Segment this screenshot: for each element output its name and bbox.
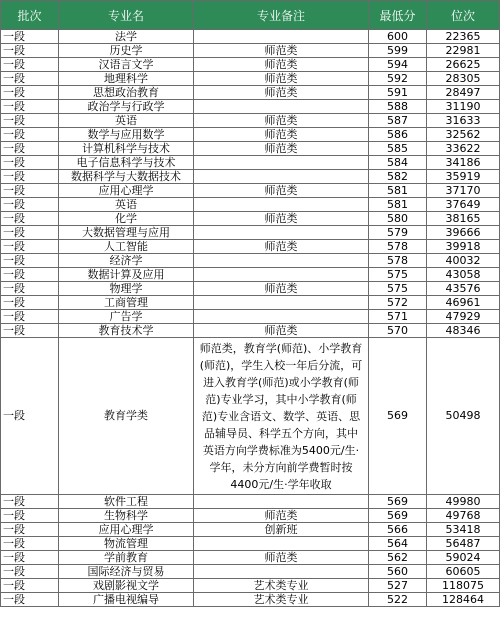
major-cell: 应用心理学 — [59, 523, 194, 537]
table-row — [1, 282, 500, 296]
rank-cell: 128464 — [427, 593, 500, 607]
table-row — [1, 72, 500, 86]
rank-cell: 39666 — [427, 226, 500, 240]
rank-cell: 53418 — [427, 523, 500, 537]
min-score-cell: 569 — [369, 495, 427, 509]
table-row — [1, 170, 500, 184]
min-score-cell: 599 — [369, 44, 427, 58]
table-row — [1, 551, 500, 565]
header-row — [1, 1, 500, 30]
rank-cell: 35919 — [427, 170, 500, 184]
batch-cell: 一段 — [1, 58, 59, 72]
min-score-cell: 566 — [369, 523, 427, 537]
major-cell: 国际经济与贸易 — [59, 565, 194, 579]
header-note: 专业备注 — [194, 1, 369, 30]
min-score-cell: 527 — [369, 579, 427, 593]
min-score-cell: 569 — [369, 338, 427, 495]
rank-cell: 48346 — [427, 324, 500, 338]
rank-cell: 22365 — [427, 30, 500, 44]
table-row — [1, 128, 500, 142]
min-score-cell: 569 — [369, 509, 427, 523]
batch-cell: 一段 — [1, 212, 59, 226]
rank-cell: 118075 — [427, 579, 500, 593]
table-row — [1, 296, 500, 310]
rank-cell: 37170 — [427, 184, 500, 198]
batch-cell: 一段 — [1, 156, 59, 170]
rank-cell: 50498 — [427, 338, 500, 495]
rank-cell: 38165 — [427, 212, 500, 226]
note-cell: 师范类 — [194, 551, 369, 565]
batch-cell: 一段 — [1, 240, 59, 254]
batch-cell: 一段 — [1, 565, 59, 579]
major-cell: 数据计算及应用 — [59, 268, 194, 282]
table-row — [1, 44, 500, 58]
min-score-cell: 581 — [369, 184, 427, 198]
min-score-cell: 562 — [369, 551, 427, 565]
note-cell — [194, 495, 369, 509]
batch-cell: 一段 — [1, 254, 59, 268]
note-cell — [194, 198, 369, 212]
table-row — [1, 565, 500, 579]
rank-cell: 22981 — [427, 44, 500, 58]
batch-cell: 一段 — [1, 128, 59, 142]
note-cell — [194, 226, 369, 240]
table-row — [1, 58, 500, 72]
note-cell: 师范类 — [194, 72, 369, 86]
batch-cell: 一段 — [1, 551, 59, 565]
min-score-cell: 572 — [369, 296, 427, 310]
batch-cell: 一段 — [1, 495, 59, 509]
batch-cell: 一段 — [1, 72, 59, 86]
major-cell: 学前教育 — [59, 551, 194, 565]
note-cell: 师范类 — [194, 324, 369, 338]
table-row — [1, 114, 500, 128]
note-cell: 艺术类专业 — [194, 579, 369, 593]
header-batch: 批次 — [1, 1, 59, 30]
rank-cell: 46961 — [427, 296, 500, 310]
min-score-cell: 586 — [369, 128, 427, 142]
major-cell: 教育学类 — [59, 338, 194, 495]
min-score-cell: 600 — [369, 30, 427, 44]
table-row — [1, 240, 500, 254]
batch-cell: 一段 — [1, 296, 59, 310]
note-cell: 师范类 — [194, 240, 369, 254]
table-row — [1, 324, 500, 338]
table-row — [1, 86, 500, 100]
min-score-cell: 571 — [369, 310, 427, 324]
table-row — [1, 579, 500, 593]
table-row — [1, 593, 500, 607]
table-row — [1, 310, 500, 324]
batch-cell: 一段 — [1, 86, 59, 100]
batch-cell: 一段 — [1, 310, 59, 324]
batch-cell: 一段 — [1, 30, 59, 44]
table-row — [1, 537, 500, 551]
header-major: 专业名 — [59, 1, 194, 30]
rank-cell: 47929 — [427, 310, 500, 324]
table-row — [1, 338, 500, 495]
batch-cell: 一段 — [1, 114, 59, 128]
min-score-cell: 580 — [369, 212, 427, 226]
min-score-cell: 592 — [369, 72, 427, 86]
major-cell: 广告学 — [59, 310, 194, 324]
note-cell: 师范类 — [194, 44, 369, 58]
batch-cell: 一段 — [1, 282, 59, 296]
note-cell: 艺术类专业 — [194, 593, 369, 607]
batch-cell: 一段 — [1, 268, 59, 282]
table-row — [1, 100, 500, 114]
table-row — [1, 226, 500, 240]
rank-cell: 28305 — [427, 72, 500, 86]
table-row — [1, 495, 500, 509]
major-cell: 数学与应用数学 — [59, 128, 194, 142]
note-cell: 师范类 — [194, 282, 369, 296]
major-cell: 物流管理 — [59, 537, 194, 551]
major-cell: 思想政治教育 — [59, 86, 194, 100]
note-cell — [194, 310, 369, 324]
table-row — [1, 30, 500, 44]
major-cell: 地理科学 — [59, 72, 194, 86]
batch-cell: 一段 — [1, 338, 59, 495]
rank-cell: 49980 — [427, 495, 500, 509]
min-score-cell: 591 — [369, 86, 427, 100]
note-cell: 师范类 — [194, 58, 369, 72]
rank-cell: 33622 — [427, 142, 500, 156]
major-cell: 生物科学 — [59, 509, 194, 523]
major-cell: 化学 — [59, 212, 194, 226]
major-cell: 广播电视编导 — [59, 593, 194, 607]
batch-cell: 一段 — [1, 324, 59, 338]
note-cell: 师范类 — [194, 114, 369, 128]
batch-cell: 一段 — [1, 100, 59, 114]
min-score-cell: 594 — [369, 58, 427, 72]
major-cell: 人工智能 — [59, 240, 194, 254]
rank-cell: 39918 — [427, 240, 500, 254]
batch-cell: 一段 — [1, 579, 59, 593]
batch-cell: 一段 — [1, 170, 59, 184]
major-cell: 汉语言文学 — [59, 58, 194, 72]
note-cell: 师范类 — [194, 212, 369, 226]
batch-cell: 一段 — [1, 198, 59, 212]
rank-cell: 43058 — [427, 268, 500, 282]
note-cell: 师范类 — [194, 128, 369, 142]
note-cell: 师范类 — [194, 509, 369, 523]
min-score-cell: 564 — [369, 537, 427, 551]
rank-cell: 28497 — [427, 86, 500, 100]
min-score-cell: 575 — [369, 268, 427, 282]
major-cell: 法学 — [59, 30, 194, 44]
min-score-cell: 581 — [369, 198, 427, 212]
major-cell: 计算机科学与技术 — [59, 142, 194, 156]
table-row — [1, 156, 500, 170]
min-score-cell: 587 — [369, 114, 427, 128]
rank-cell: 59024 — [427, 551, 500, 565]
major-cell: 戏剧影视文学 — [59, 579, 194, 593]
table-row — [1, 212, 500, 226]
rank-cell: 43576 — [427, 282, 500, 296]
major-cell: 工商管理 — [59, 296, 194, 310]
batch-cell: 一段 — [1, 142, 59, 156]
rank-cell: 60605 — [427, 565, 500, 579]
table-row — [1, 198, 500, 212]
min-score-cell: 585 — [369, 142, 427, 156]
batch-cell: 一段 — [1, 509, 59, 523]
min-score-cell: 588 — [369, 100, 427, 114]
rank-cell: 31190 — [427, 100, 500, 114]
note-cell — [194, 296, 369, 310]
note-cell — [194, 170, 369, 184]
rank-cell: 49768 — [427, 509, 500, 523]
min-score-cell: 584 — [369, 156, 427, 170]
note-cell — [194, 156, 369, 170]
note-cell — [194, 537, 369, 551]
note-cell — [194, 30, 369, 44]
batch-cell: 一段 — [1, 226, 59, 240]
major-cell: 应用心理学 — [59, 184, 194, 198]
table-row — [1, 184, 500, 198]
rank-cell: 37649 — [427, 198, 500, 212]
major-cell: 政治学与行政学 — [59, 100, 194, 114]
batch-cell: 一段 — [1, 523, 59, 537]
batch-cell: 一段 — [1, 44, 59, 58]
table-row — [1, 254, 500, 268]
note-cell: 师范类 — [194, 184, 369, 198]
min-score-cell: 578 — [369, 240, 427, 254]
header-min-score: 最低分 — [369, 1, 427, 30]
table-row — [1, 509, 500, 523]
rank-cell: 31633 — [427, 114, 500, 128]
rank-cell: 34186 — [427, 156, 500, 170]
min-score-cell: 560 — [369, 565, 427, 579]
min-score-cell: 579 — [369, 226, 427, 240]
major-cell: 历史学 — [59, 44, 194, 58]
major-cell: 软件工程 — [59, 495, 194, 509]
major-cell: 英语 — [59, 114, 194, 128]
min-score-cell: 570 — [369, 324, 427, 338]
batch-cell: 一段 — [1, 184, 59, 198]
table-row — [1, 268, 500, 282]
note-cell — [194, 565, 369, 579]
table-row — [1, 142, 500, 156]
major-cell: 教育技术学 — [59, 324, 194, 338]
note-cell: 创新班 — [194, 523, 369, 537]
note-cell: 师范类 — [194, 86, 369, 100]
table-row — [1, 523, 500, 537]
major-cell: 物理学 — [59, 282, 194, 296]
major-cell: 经济学 — [59, 254, 194, 268]
note-cell — [194, 268, 369, 282]
note-cell: 师范类 — [194, 142, 369, 156]
note-cell — [194, 254, 369, 268]
min-score-cell: 522 — [369, 593, 427, 607]
rank-cell: 26625 — [427, 58, 500, 72]
batch-cell: 一段 — [1, 593, 59, 607]
rank-cell: 32562 — [427, 128, 500, 142]
major-cell: 电子信息科学与技术 — [59, 156, 194, 170]
note-cell — [194, 100, 369, 114]
batch-cell: 一段 — [1, 537, 59, 551]
major-cell: 数据科学与大数据技术 — [59, 170, 194, 184]
min-score-cell: 582 — [369, 170, 427, 184]
min-score-cell: 575 — [369, 282, 427, 296]
header-rank: 位次 — [427, 1, 500, 30]
rank-cell: 56487 — [427, 537, 500, 551]
min-score-cell: 578 — [369, 254, 427, 268]
rank-cell: 40032 — [427, 254, 500, 268]
note-cell: 师范类，教育学(师范)、小学教育(师范)，学生入校一年后分流，可进入教育学(师范)或小学教育(师范)专业学习，其中小学教育(师范)专业含语文、数学、英语、思品辅导员、科学五个方向，其中英语方向学费标准为5400元/生·学年，未分方向前学费暂时按4400元/生·学年收取 — [194, 338, 369, 495]
major-cell: 大数据管理与应用 — [59, 226, 194, 240]
major-cell: 英语 — [59, 198, 194, 212]
